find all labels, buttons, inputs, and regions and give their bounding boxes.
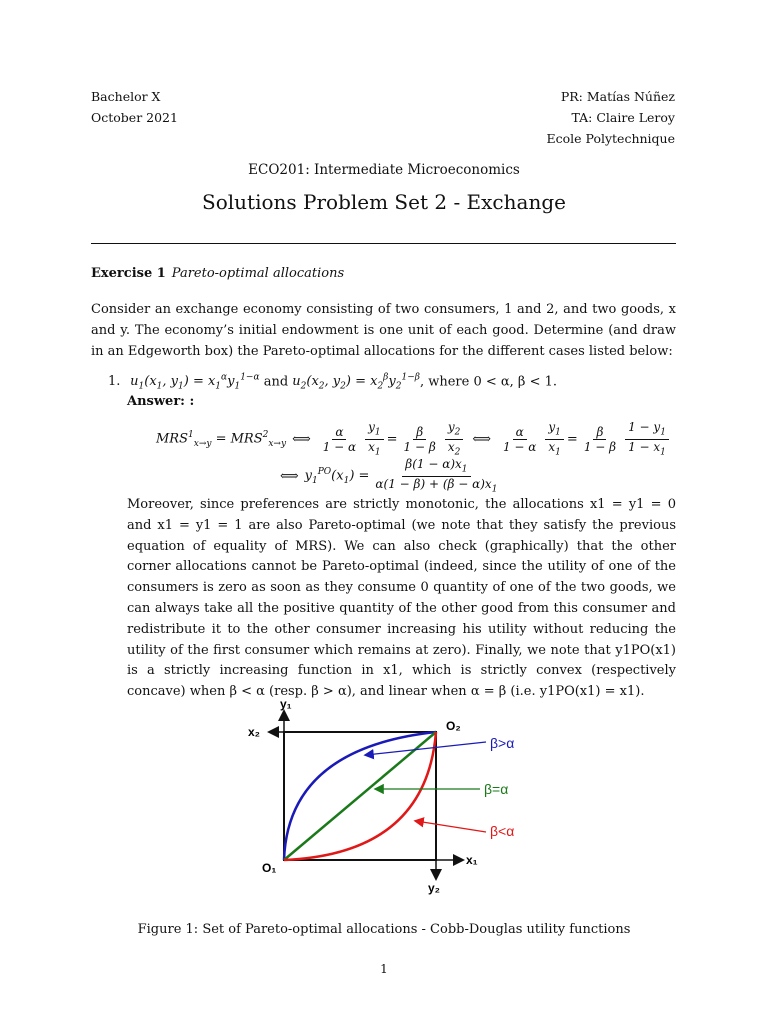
o2-label: O₂ — [446, 719, 461, 733]
title-rule — [91, 243, 676, 244]
date: October 2021 — [91, 110, 178, 125]
pareto-curve-equation: ⟺ $y_1^{PO}(x_1)$ = $\frac{\beta(1 - \alpha)x_1}{\alpha(1 - \beta) + (\beta - \alpha)x_1}$ — [280, 457, 498, 495]
figure-caption: Figure 1: Set of Pareto-optimal allocations - Cobb-Douglas utility functions — [137, 922, 631, 937]
discussion-paragraph: Moreover, since preferences are strictly monotonic, the allocations x1 = y1 = 0 and x1 = y1 = 1 are also Pareto-optimal (we note that they satisfy the previous equation of equality of MRS). We can also check (graphically) that the other corner allocations cannot be Pareto-optimal (indeed, since the utility of one of the consumers is zero as soon as they consume 0 quantity of one of the two goods, we can always take all the positive quantity of the other good from this consumer and redistribute it to the other consumer increasing his utility without reducing the utility of the first consumer which remains at zero). Finally, we note that y1PO(x1) is a strictly increasing function in x1, which is strictly convex (respectively concave) when β < α (resp. β > α), and linear when α = β (i.e. y1PO(x1) = x1). — [127, 497, 676, 700]
program-name: Bachelor X — [91, 89, 161, 104]
label-arrow-gt — [366, 742, 486, 755]
exercise-subtitle: Pareto-optimal allocations — [171, 266, 345, 281]
list-item-1: 1. $u_1(x_1$, $y_1) = x_1^\alpha y_1^{1-\alpha}$ and $u_2(x_2$, $y_2) = x_2^\beta y_2^{1-\beta}$, where 0 < α, β < 1. — [108, 373, 557, 392]
label-arrow-lt — [416, 821, 486, 832]
header-right — [547, 86, 675, 149]
legend-beta-lt: β<α — [490, 823, 515, 839]
y2-label: y₂ — [428, 881, 441, 895]
intro-paragraph: Consider an exchange economy consisting of two consumers, 1 and 2, and two goods, x and y. The economy’s initial endowment is one unit of each good. Determine (and draw in an Edgeworth box) the Pareto-optimal allocations for the different cases listed below: — [91, 302, 676, 359]
legend-beta-eq: β=α — [484, 781, 509, 797]
mrs-equation: $MRS^1_{x\to y} = MRS^2_{x\to y}$ ⟺ $\frac{\alpha}{1 - \alpha}$ $\frac{y_1}{x_1}$ = $\frac{\beta}{1 - \beta}$ $\frac{y_2}{x_2}$ ⟺ $\frac{\alpha}{1 - \alpha}$ $\frac{y_1}{x_1}$ = $\frac{\beta}{1 - \beta}$ $\frac{1 - y_1}{1 - x_1}$ — [156, 420, 672, 460]
header-left — [91, 86, 178, 128]
teaching-assistant: TA: Claire Leroy — [571, 110, 675, 125]
page-title: Solutions Problem Set 2 - Exchange — [202, 190, 566, 214]
course-name: ECO201: Intermediate Microeconomics — [248, 162, 520, 178]
item-number: 1. — [108, 374, 121, 390]
professor: PR: Matías Núñez — [560, 89, 675, 104]
edgeworth-box-figure — [236, 696, 536, 906]
institution: Ecole Polytechnique — [546, 131, 675, 146]
o1-label: O₁ — [262, 861, 277, 875]
legend-beta-gt: β>α — [490, 735, 515, 751]
exercise-heading — [91, 266, 344, 281]
utility-functions: $u_1(x_1$, $y_1) = x_1^\alpha y_1^{1-\alpha}$ — [130, 373, 260, 392]
y1-label: y₁ — [280, 697, 292, 711]
x1-label: x₁ — [466, 853, 478, 867]
x2-label: x₂ — [248, 725, 261, 739]
exercise-label: Exercise 1 — [91, 266, 166, 281]
item-condition: , where 0 < α, β < 1. — [419, 374, 557, 390]
answer-label: Answer: : — [127, 394, 195, 409]
page-number: 1 — [380, 962, 388, 976]
